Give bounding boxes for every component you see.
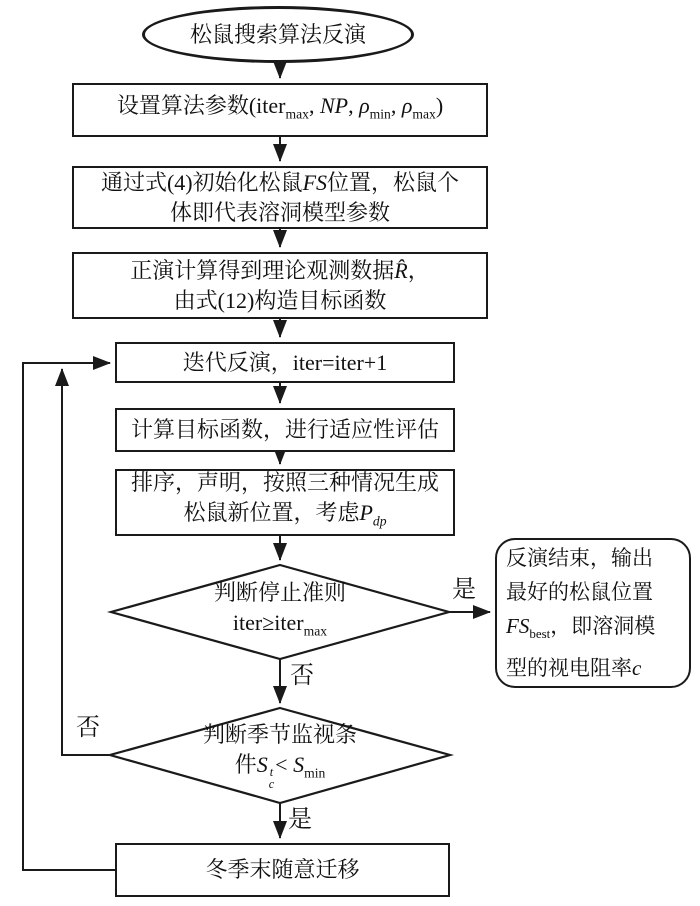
iterate-label: 迭代反演，iter=iter+1: [182, 349, 388, 375]
generate-line-2: 松鼠新位置，考虑$P_{dp}$: [183, 500, 387, 529]
stop-criterion-line-2: iter≥iter$_{max}$: [232, 609, 328, 639]
no-label-stop: 否: [290, 663, 314, 689]
yes-label-stop: 是: [452, 577, 476, 603]
season-check-diamond-text: [150, 721, 410, 792]
forward-line-1: 正演计算得到理论观测数据R̂，: [130, 257, 430, 283]
iterate-box: [115, 342, 455, 383]
set-parameters-box: [72, 83, 488, 137]
stop-criterion-diamond-text: [150, 579, 410, 645]
no-label-season: 否: [76, 715, 100, 741]
loop-seasoncheck-to-iterate: [62, 369, 109, 755]
fitness-evaluation-label: 计算目标函数，进行适应性评估: [130, 417, 439, 442]
start-terminator: [142, 6, 414, 63]
output-result-box: [495, 538, 691, 688]
output-line-1: 反演结束，输出: [506, 545, 653, 570]
winter-migration-label: 冬季末随意迁移: [205, 857, 360, 882]
set-parameters-label: 设置算法参数(iter$_{max}$, NP, $\rho_{min}$, $\rho_{max}$): [116, 92, 444, 122]
stop-criterion-line-1: 判断停止准则: [213, 579, 346, 605]
generate-line-1: 排序，声明，按照三种情况生成: [130, 470, 439, 496]
season-check-line-2: 件S t c < $S_{min}$: [234, 751, 326, 792]
fitness-evaluation-box: [115, 408, 455, 452]
yes-label-season: 是: [288, 807, 312, 833]
output-line-2: 最好的松鼠位置: [506, 579, 653, 604]
output-line-3: $FS_{best}$，即溶洞模: [506, 613, 656, 642]
generate-positions-box: [115, 469, 455, 536]
forward-line-2: 由式(12)构造目标函数: [173, 287, 387, 313]
season-check-line-1: 判断季节监视条: [202, 721, 357, 747]
loop-migrate-to-iterate: [23, 363, 115, 870]
forward-modeling-box: [72, 252, 488, 319]
winter-migration-box: [115, 843, 450, 897]
initialize-line-1: 通过式(4)初始化松鼠FS位置，松鼠个: [100, 169, 460, 195]
start-label: 松鼠搜索算法反演: [189, 21, 366, 47]
output-line-4: 型的视电阻率c: [506, 656, 642, 681]
initialize-line-2: 体即代表溶洞模型参数: [169, 199, 390, 225]
initialize-box: [72, 166, 488, 229]
